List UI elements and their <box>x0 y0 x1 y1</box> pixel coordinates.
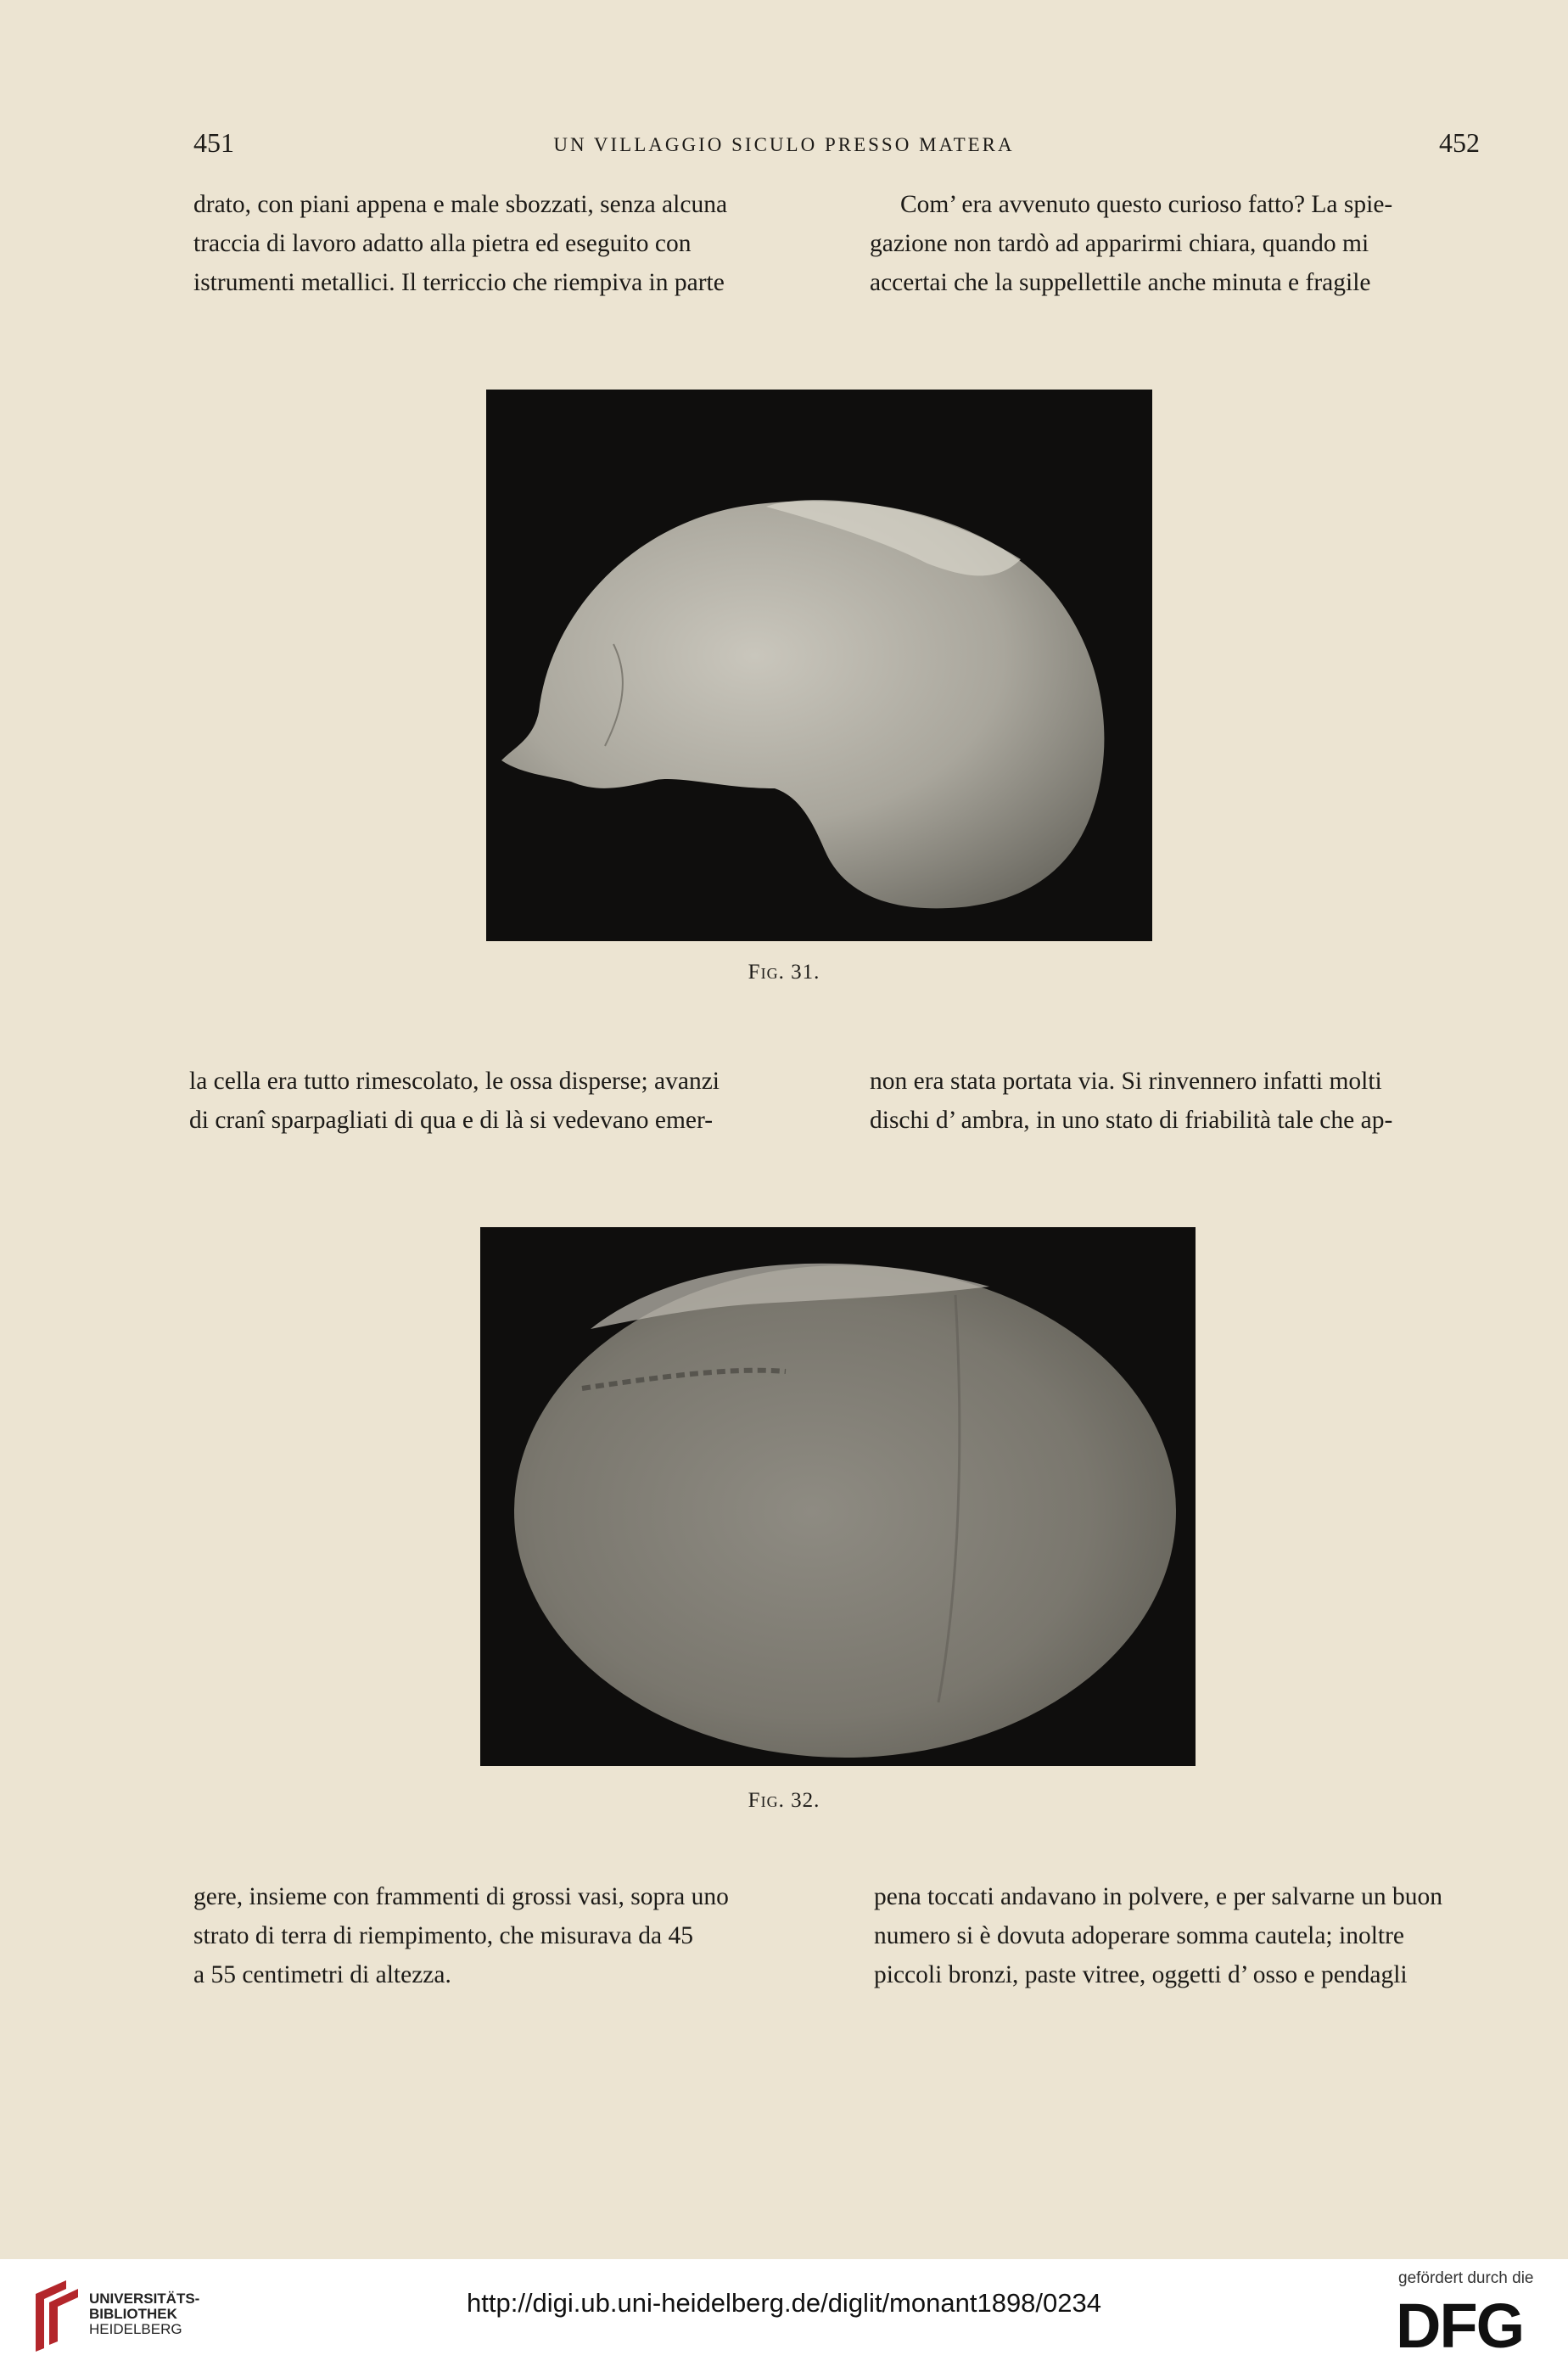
library-name-line: BIBLIOTHEK <box>89 2306 177 2322</box>
text-block-bottom-left <box>193 1877 800 1994</box>
text-block-top-left <box>193 185 800 302</box>
text-line: la cella era tutto rimescolato, le ossa disperse; avanzi <box>189 1068 720 1095</box>
text-line: traccia di lavoro adatto alla pietra ed eseguito con <box>193 230 692 257</box>
figure-31-photo <box>486 390 1152 941</box>
caption-text: Fig. 31. <box>748 961 820 984</box>
running-title: UN VILLAGGIO SICULO PRESSO MATERA <box>553 134 1015 155</box>
funding-note: gefördert durch die <box>1398 2269 1534 2287</box>
dfg-logo: DFG <box>1396 2291 1524 2361</box>
text-line: gere, insieme con frammenti di grossi vasi, sopra uno <box>193 1883 729 1910</box>
text-line: piccoli bronzi, paste vitree, oggetti d’ osso e pendagli <box>874 1961 1408 1988</box>
figure-32-caption <box>0 1789 1568 1813</box>
text-line: strato di terra di riempimento, che misurava da 45 <box>193 1922 693 1949</box>
text-line: gazione non tardò ad apparirmi chiara, quando mi <box>870 230 1369 257</box>
text-block-top-right <box>870 185 1479 302</box>
figure-32-photo <box>480 1227 1196 1766</box>
text-block-mid-right <box>870 1062 1493 1140</box>
text-line: accertai che la suppellettile anche minuta e fragile <box>870 269 1371 296</box>
text-line: numero si è dovuta adoperare somma cautela; inoltre <box>874 1922 1405 1949</box>
text-line: Com’ era avvenuto questo curioso fatto? La spie- <box>900 191 1393 218</box>
page-number-left: 451 <box>193 127 234 158</box>
page-number-right: 452 <box>1439 127 1480 158</box>
skull-top-shape <box>514 1265 1176 1758</box>
library-name-line: UNIVERSITÄTS- <box>89 2291 200 2307</box>
text-line: pena toccati andavano in polvere, e per salvarne un buon <box>874 1883 1443 1910</box>
text-line: drato, con piani appena e male sbozzati, senza alcuna <box>193 191 728 218</box>
caption-text: Fig. 32. <box>748 1789 820 1812</box>
library-name-line: HEIDELBERG <box>89 2321 182 2337</box>
text-line: non era stata portata via. Si rinvennero infatti molti <box>870 1068 1382 1095</box>
text-line: istrumenti metallici. Il terriccio che riempiva in parte <box>193 269 725 296</box>
text-line: di cranî sparpagliati di qua e di là si vedevano emer- <box>189 1107 714 1134</box>
source-url[interactable]: http://digi.ub.uni-heidelberg.de/diglit/monant1898/0234 <box>467 2288 1101 2318</box>
text-line: dischi d’ ambra, in uno stato di friabilità tale che ap- <box>870 1107 1393 1134</box>
text-block-mid-left <box>189 1062 800 1140</box>
text-block-bottom-right <box>874 1877 1493 1994</box>
text-line: a 55 centimetri di altezza. <box>193 1961 451 1988</box>
figure-31-caption <box>0 961 1568 984</box>
